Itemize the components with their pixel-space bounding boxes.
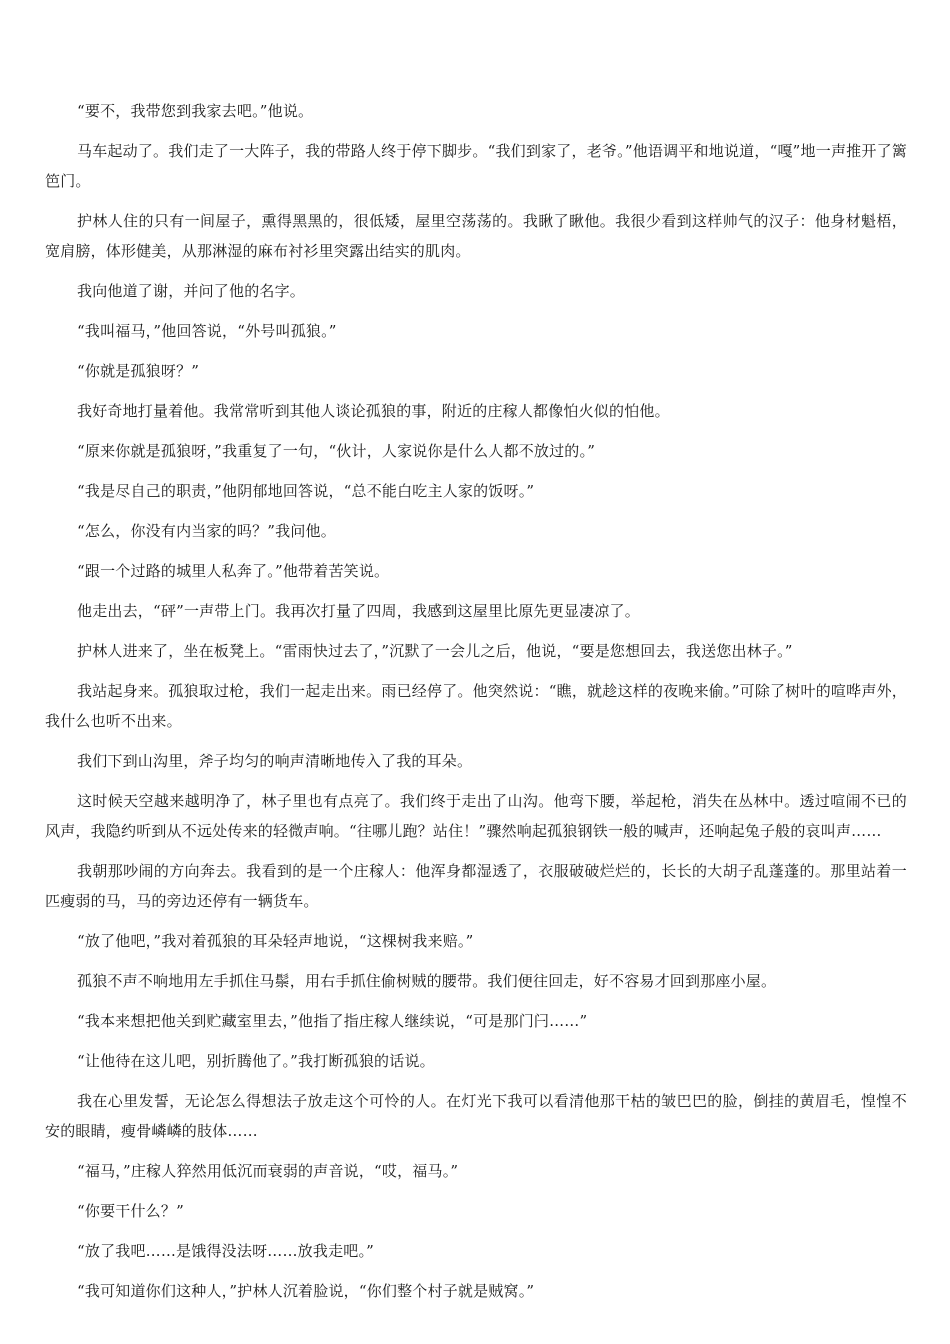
paragraph-13: 护林人进来了，坐在板凳上。“雷雨快过去了，”沉默了一会儿之后，他说，“要是您想回去，我送您出林子。” bbox=[77, 642, 793, 660]
paragraph-24: “你要干什么？” bbox=[77, 1202, 184, 1220]
paragraph-3: 护林人住的只有一间屋子，熏得黑黑的，很低矮，屋里空荡荡的。我瞅了瞅他。我很少看到这样帅气的汉子：他身材魁梧，宽肩膀，体形健美，从那淋湿的麻布衬衫里突露出结实的肌肉。 bbox=[45, 212, 907, 260]
paragraph-8: “原来你就是孤狼呀，”我重复了一句，“伙计，人家说你是什么人都不放过的。” bbox=[77, 442, 596, 460]
document-body bbox=[45, 96, 907, 1316]
paragraph-1: “要不，我带您到我家去吧。”他说。 bbox=[77, 102, 314, 120]
paragraph-7: 我好奇地打量着他。我常常听到其他人谈论孤狼的事，附近的庄稼人都像怕火似的怕他。 bbox=[77, 402, 670, 420]
paragraph-5: “我叫福马，”他回答说，“外号叫孤狼。” bbox=[77, 322, 337, 340]
paragraph-2: 马车起动了。我们走了一大阵子，我的带路人终于停下脚步。“我们到家了，老爷。”他语调平和地说道，“嘎”地一声推开了篱笆门。 bbox=[45, 142, 907, 190]
paragraph-19: 孤狼不声不响地用左手抓住马鬃，用右手抓住偷树贼的腰带。我们便往回走，好不容易才回到那座小屋。 bbox=[77, 972, 777, 990]
paragraph-18: “放了他吧，”我对着孤狼的耳朵轻声地说，“这棵树我来赔。” bbox=[77, 932, 474, 950]
paragraph-20: “我本来想把他关到贮藏室里去，”他指了指庄稼人继续说，“可是那门闩……” bbox=[77, 1012, 588, 1030]
paragraph-26: “我可知道你们这种人，”护林人沉着脸说，“你们整个村子就是贼窝。” bbox=[77, 1282, 535, 1300]
paragraph-16: 这时候天空越来越明净了，林子里也有点亮了。我们终于走出了山沟。他弯下腰，举起枪，消失在丛林中。透过喧闹不已的风声，我隐约听到从不远处传来的轻微声响。“往哪儿跑？站住！”骤然响起孤狼钢铁一般的喊声，还响起兔子般的哀叫声…… bbox=[45, 792, 907, 840]
paragraph-15: 我们下到山沟里，斧子均匀的响声清晰地传入了我的耳朵。 bbox=[77, 752, 473, 770]
paragraph-4: 我向他道了谢，并问了他的名字。 bbox=[77, 282, 306, 300]
paragraph-25: “放了我吧……是饿得没法呀……放我走吧。” bbox=[77, 1242, 375, 1260]
paragraph-10: “怎么，你没有内当家的吗？”我问他。 bbox=[77, 522, 336, 540]
paragraph-6: “你就是孤狼呀？” bbox=[77, 362, 200, 380]
paragraph-21: “让他待在这儿吧，别折腾他了。”我打断孤狼的话说。 bbox=[77, 1052, 435, 1070]
paragraph-17: 我朝那吵闹的方向奔去。我看到的是一个庄稼人：他浑身都湿透了，衣服破破烂烂的，长长的大胡子乱蓬蓬的。那里站着一匹瘦弱的马，马的旁边还停有一辆货车。 bbox=[45, 862, 907, 910]
paragraph-14: 我站起身来。孤狼取过枪，我们一起走出来。雨已经停了。他突然说：“瞧，就趁这样的夜晚来偷。”可除了树叶的喧哗声外，我什么也听不出来。 bbox=[45, 682, 907, 730]
paragraph-12: 他走出去，“砰”一声带上门。我再次打量了四周，我感到这屋里比原先更显凄凉了。 bbox=[77, 602, 640, 620]
paragraph-9: “我是尽自己的职责，”他阴郁地回答说，“总不能白吃主人家的饭呀。” bbox=[77, 482, 535, 500]
paragraph-23: “福马，”庄稼人猝然用低沉而衰弱的声音说，“哎，福马。” bbox=[77, 1162, 459, 1180]
paragraph-11: “跟一个过路的城里人私奔了。”他带着苦笑说。 bbox=[77, 562, 390, 580]
paragraph-22: 我在心里发誓，无论怎么得想法子放走这个可怜的人。在灯光下我可以看清他那干枯的皱巴巴的脸，倒挂的黄眉毛，惶惶不安的眼睛，瘦骨嶙嶙的肢体…… bbox=[45, 1092, 907, 1140]
